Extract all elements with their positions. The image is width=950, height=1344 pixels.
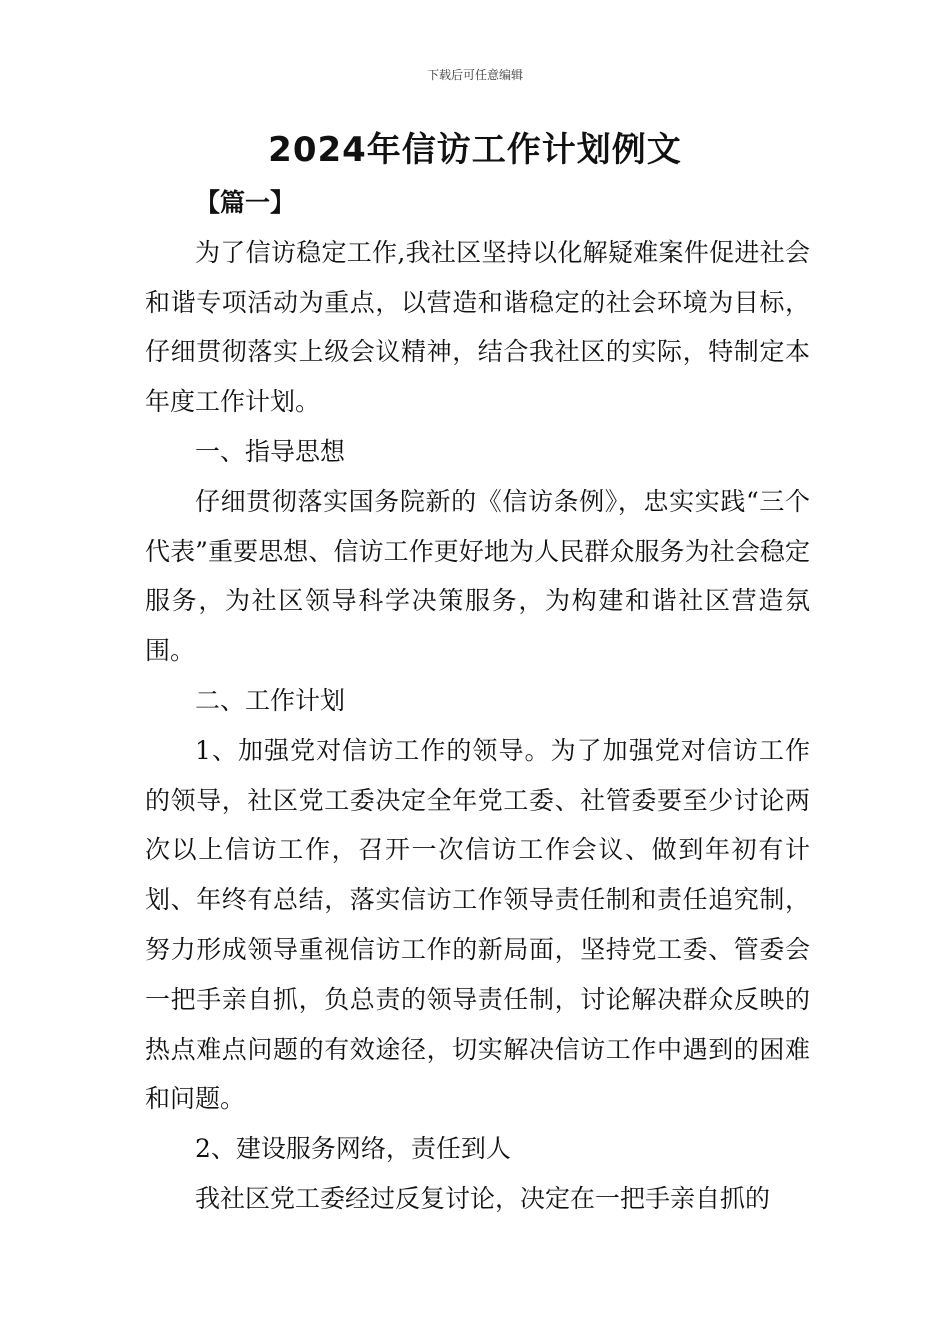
document-body [145, 178, 810, 1224]
document-title: 2024年信访工作计划例文 [268, 130, 682, 170]
section-label: 【篇一】 [195, 188, 296, 217]
heading-guiding-thought: 一、指导思想 [195, 436, 346, 466]
paragraph-item-1: 1、加强党对信访工作的领导。为了加强党对信访工作的领导，社区党工委决定全年党工委、社管委要至少讨论两次以上信访工作，召开一次信访工作会议、做到年初有计划、年终有总结，落实信访工作领导责任制和责任追究制，努力形成领导重视信访工作的新局面，坚持党工委、管委会一把手亲自抓，负总责的领导责任制，讨论解决群众反映的热点难点问题的有效途径，切实解决信访工作中遇到的困难和问题。 [145, 735, 810, 1114]
paragraph-intro: 为了信访稳定工作,我社区坚持以化解疑难案件促进社会和谐专项活动为重点，以营造和谐稳定的社会环境为目标，仔细贯彻落实上级会议精神，结合我社区的实际，特制定本年度工作计划。 [145, 237, 810, 417]
header-note: 下载后可任意编辑 [426, 68, 523, 82]
heading-item-2: 2、建设服务网络，责任到人 [195, 1134, 511, 1164]
heading-work-plan: 二、工作计划 [195, 685, 346, 715]
paragraph-guiding-thought: 仔细贯彻落实国务院新的《信访条例》，忠实实践“三个代表”重要思想、信访工作更好地为人民群众服务为社会稳定服务，为社区领导科学决策服务，为构建和谐社区营造氛围。 [145, 486, 810, 666]
paragraph-item-2: 我社区党工委经过反复讨论，决定在一把手亲自抓的 [195, 1183, 771, 1213]
